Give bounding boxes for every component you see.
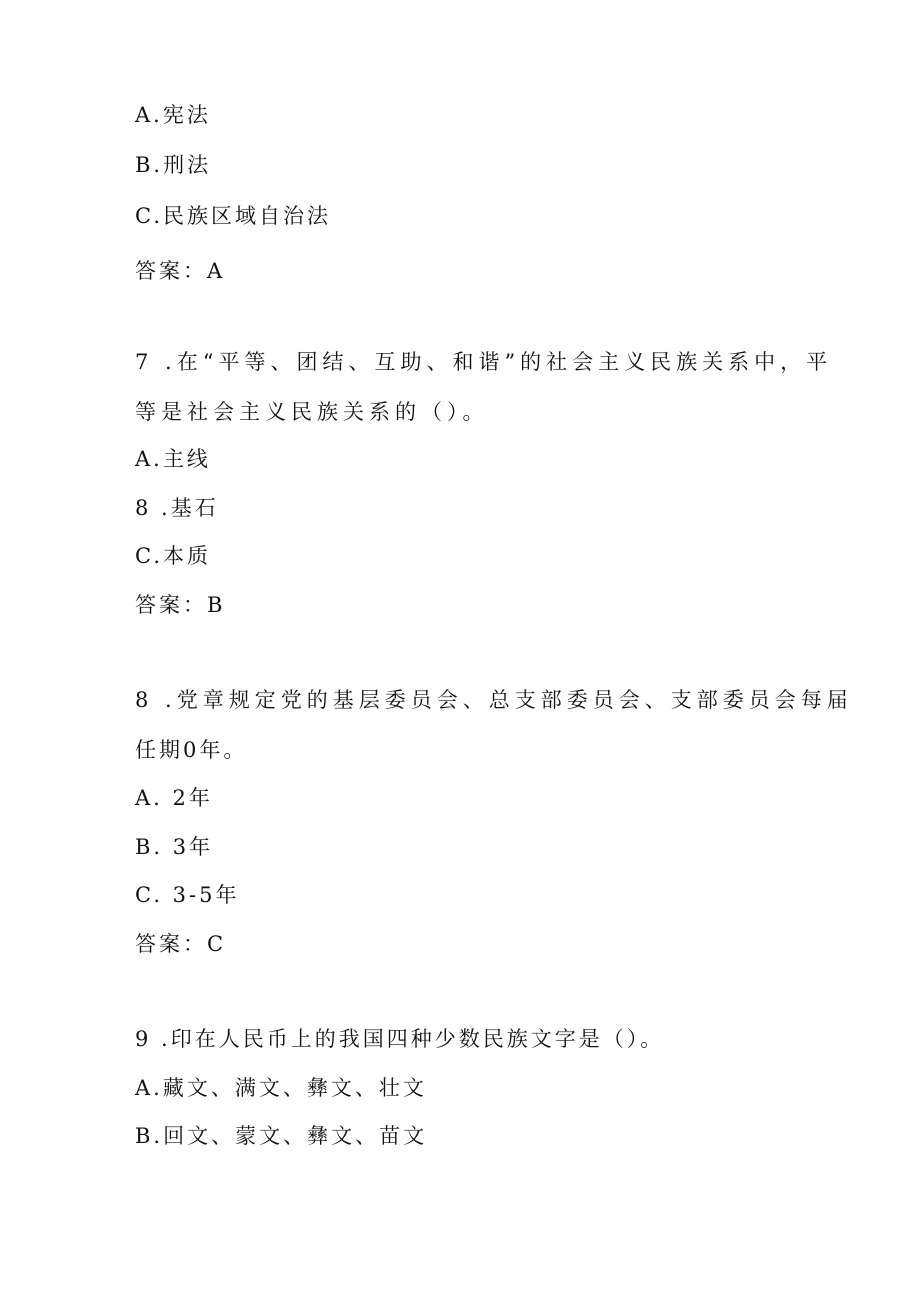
answer: 答案：B (135, 593, 226, 617)
option-a: A.主线 (135, 447, 211, 471)
option-b: B.刑法 (135, 153, 212, 177)
question-8-line-1: 8 .党章规定党的基层委员会、总支部委员会、支部委员会每届 (135, 688, 853, 712)
question-9: 9 .印在人民币上的我国四种少数民族文字是（）。 (135, 1027, 665, 1051)
question-7-line-1: 7 .在“平等、团结、互助、和谐”的社会主义民族关系中，平 (135, 350, 833, 374)
option-a: A.宪法 (135, 103, 211, 127)
option-c: C. 3-5年 (135, 883, 240, 907)
option-c: C.本质 (135, 544, 211, 568)
option-a: A. 2年 (135, 786, 213, 810)
option-a: A.藏文、满文、彝文、壮文 (135, 1076, 427, 1100)
answer: 答案：C (135, 932, 227, 956)
answer: 答案：A (135, 259, 226, 283)
option-b: B.回文、蒙文、彝文、苗文 (135, 1124, 428, 1148)
question-8-line-2: 任期0年。 (135, 738, 248, 762)
question-7-line-2: 等是社会主义民族关系的（）。 (135, 400, 489, 424)
option-b: 8 .基石 (135, 496, 219, 520)
option-c: C.民族区域自治法 (135, 204, 331, 228)
option-b: B. 3年 (135, 835, 214, 859)
